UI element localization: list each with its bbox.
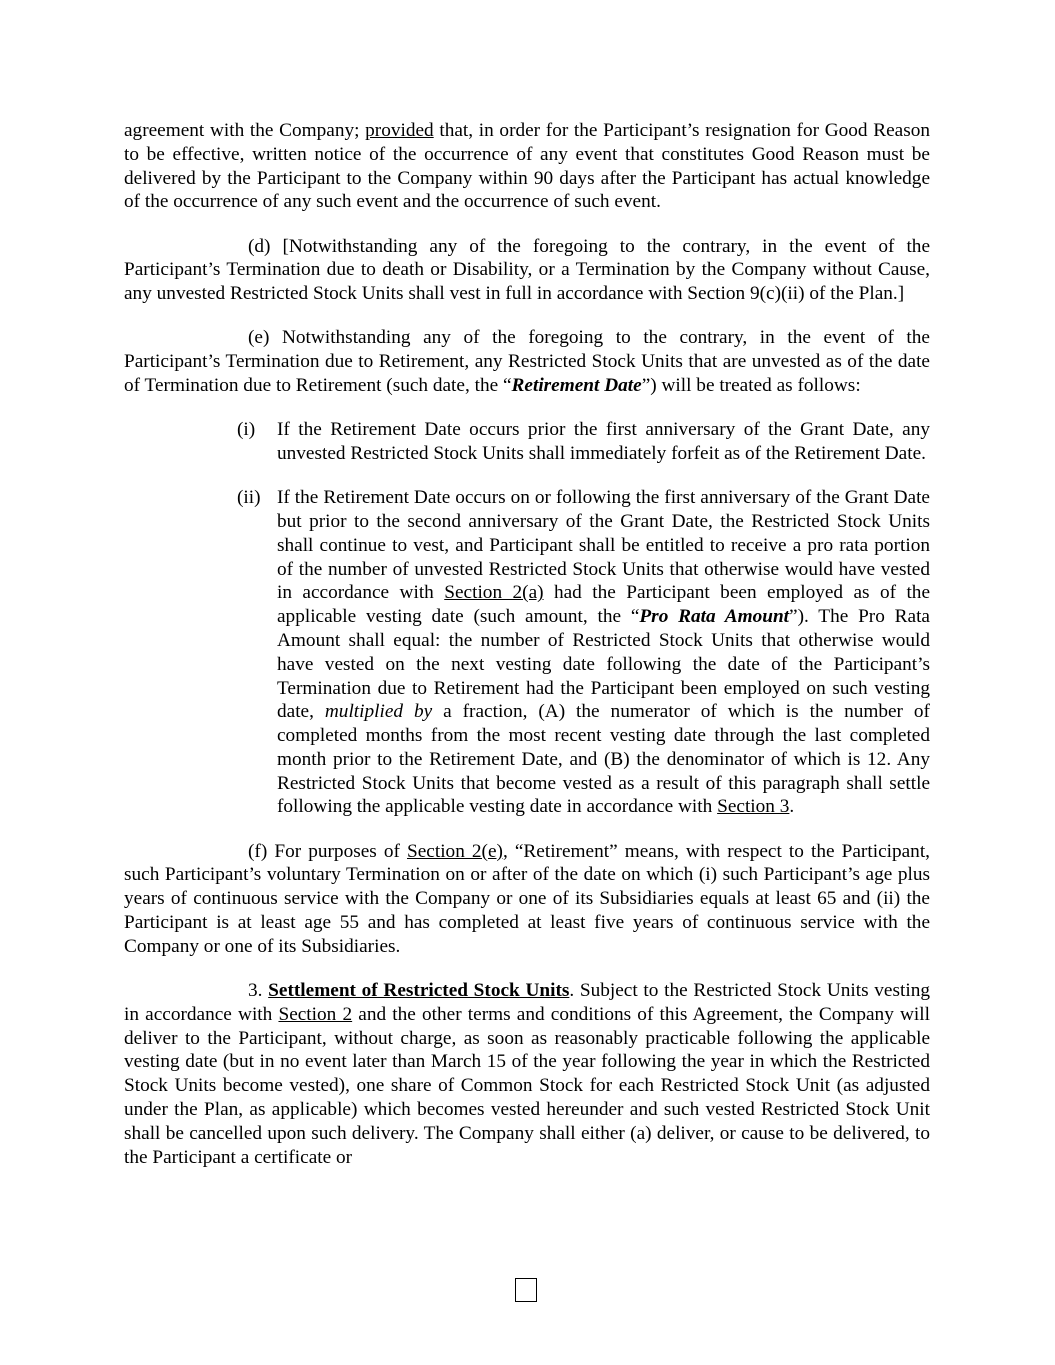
section-3-heading: Settlement of Restricted Stock Units <box>268 980 570 1002</box>
section-3-number: 3. <box>248 980 263 1002</box>
list-item-i-number: (i) <box>237 419 256 441</box>
section-2-reference: Section 2 <box>278 1003 353 1025</box>
list-item-i: (i) If the Retirement Date occurs prior the first anniversary of the Grant Date, any unvested Restricted Stock Units shall immediately forfeit as of the Retirement Date. <box>237 419 930 464</box>
document-body <box>124 119 930 1169</box>
multiplied-by-term: multiplied by <box>324 701 433 723</box>
paragraph-d: (d) [Notwithstanding any of the foregoing to the contrary, in the event of the Participant’s Termination due to death or Disability, or a Termination by the Company without Cause, any unvested Restricted Stock Units shall vest in full in accordance with Section 9(c)(ii) of the Plan.] <box>124 235 931 305</box>
paragraph-e-label: (e) <box>248 327 270 349</box>
section-2e-reference: Section 2(e) <box>407 840 503 862</box>
list-item-ii: (ii) If the Retirement Date occurs on or following the first anniversary of the Grant Date but prior to the second anniversary of the Grant Date, the Restricted Stock Units shall continue to vest, and Participant shall be entitled to receive a pro rata portion of the number of unvested Restricted Stock Units that otherwise would have vested in accordance with Section 2(a) had the Participant been employed as of the applicable vesting date (such amount, the “Pro Rata Amount”). The Pro Rata Amount shall equal: the number of Restricted Stock Units that otherwise would have vested on the next vesting date following the date of the Participant’s Termination due to Retirement had the Participant been employed on such vesting date, multiplied by a fraction, (A) the numerator of which is the number of completed months from the most recent vesting date through the last completed month prior to the Retirement Date, and (B) the denominator of which is 12. Any Restricted Stock Units that become vested as a result of this paragraph shall settle following the applicable vesting date in accordance with Section 3. <box>237 487 930 818</box>
section-2a-reference: Section 2(a) <box>444 582 544 604</box>
paragraph-f: (f) For purposes of Section 2(e), “Retirement” means, with respect to the Participant, such Participant’s voluntary Termination on or after of the date on which (i) such Participant’s age plus years of continuous service with the Company or one of its Subsidiaries equals at least 65 and (ii) the Participant is at least age 55 and has completed at least five years of continuous service with the Company or one of its Subsidiaries. <box>124 840 930 957</box>
page-number-box <box>515 1278 537 1302</box>
provided-term: provided <box>365 120 434 141</box>
paragraph-d-label: (d) <box>248 235 271 257</box>
paragraph-good-reason-continuation: agreement with the Company; provided that, in order for the Participant’s resignation for Good Reason to be effective, written notice of the occurrence of any event that constitutes Good Reason must be delivered by the Participant to the Company within 90 days after the Participant has actual knowledge of the occurrence of any such event and the occurrence of such event. <box>124 120 930 213</box>
section-3-settlement: 3. Settlement of Restricted Stock Units. Subject to the Restricted Stock Units vesting in accordance with Section 2 and the other terms and conditions of this Agreement, the Company will deliver to the Participant, without charge, as soon as reasonably practicable following the applicable vesting date (but in no event later than March 15 of the year following the year in which the Restricted Stock Units become vested), one share of Common Stock for each Restricted Stock Unit (as adjusted under the Plan, as applicable) which becomes vested hereunder and such vested Restricted Stock Unit shall be cancelled upon such delivery. The Company shall either (a) deliver, or cause to be delivered, to the Participant a certificate or <box>124 980 930 1168</box>
list-item-ii-number: (ii) <box>237 487 261 509</box>
retirement-date-term: Retirement Date <box>511 374 642 396</box>
section-3-reference: Section 3 <box>717 796 790 818</box>
pro-rata-amount-term: Pro Rata Amount <box>639 606 790 628</box>
paragraph-f-label: (f) <box>248 840 268 862</box>
paragraph-e: (e) Notwithstanding any of the foregoing to the contrary, in the event of the Participant’s Termination due to Retirement, any Restricted Stock Units that are unvested as of the date of Termination due to Retirement (such date, the “Retirement Date”) will be treated as follows: <box>124 327 930 396</box>
